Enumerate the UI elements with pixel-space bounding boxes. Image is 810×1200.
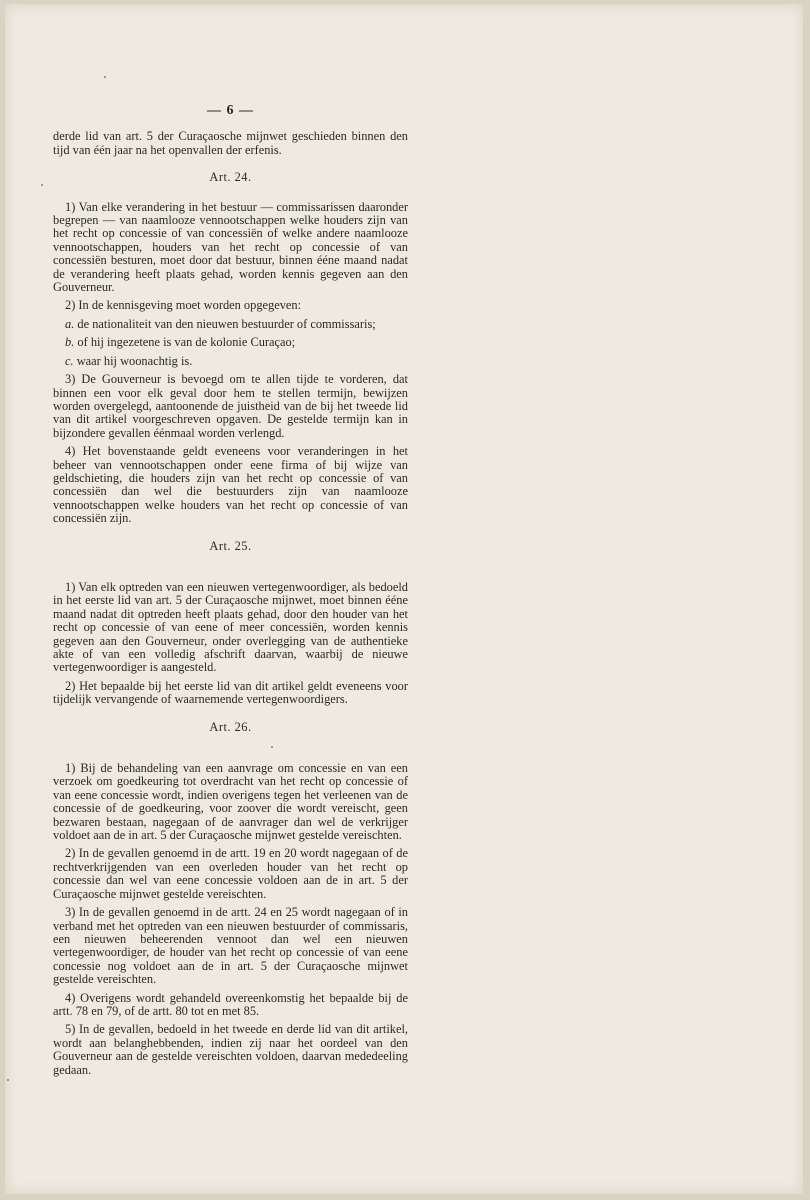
item-text: de nationaliteit van den nieuwen bestuurder of commissaris; bbox=[77, 316, 376, 331]
art24-item-a bbox=[53, 318, 408, 331]
article-26-heading: Art. 26. bbox=[209, 719, 252, 734]
article-24-heading: Art. 24. bbox=[209, 170, 252, 185]
art24-item-b bbox=[53, 336, 408, 349]
page-number: — 6 — bbox=[207, 103, 254, 118]
page-text bbox=[53, 104, 408, 1082]
item-label: a. bbox=[65, 316, 75, 331]
art24-item-c bbox=[53, 355, 408, 368]
art25-paragraph-1: 1) Van elk optreden van een nieuwen vertegenwoordiger, als bedoeld in het eerste lid van art. 5 der Curaçaosche mijnwet, moet binnen ééne maand nadat dit optreden heeft plaats gehad, door den houder van het recht op concessie of van eene of meer concessiën, worden kennis gegeven aan den Gouverneur, onder overlegging van de authentieke akte of van een volledig afschrift daarvan, waarbij de nieuwe vertegenwoordiger is aangesteld. bbox=[53, 579, 408, 675]
art25-paragraph-2: 2) Het bepaalde bij het eerste lid van dit artikel geldt eveneens voor tijdelijk vervangende of waarnemende vertegenwoordigers. bbox=[53, 678, 408, 707]
item-text: of hij ingezetene is van de kolonie Curaçao; bbox=[77, 335, 296, 350]
art26-paragraph-2: 2) In de gevallen genoemd in de artt. 19 en 20 wordt nagegaan of de rechtverkrijgenden van een overleden houder van het recht op concessie dan wel van eene concessie voldoen aan de in art. 5 der Curaçaosche mijnwet gestelde vereischten. bbox=[53, 846, 408, 901]
article-25-heading: Art. 25. bbox=[209, 538, 252, 553]
art24-paragraph-3: 3) De Gouverneur is bevoegd om te allen tijde te vorderen, dat binnen een voor elk geval door hem te stellen termijn, bewijzen worden overgelegd, aantoonende de juistheid van de bij het tweede lid van dit artikel voorgeschreven opgaven. De gestelde termijn kan in bijzondere gevallen éénmaal worden verlengd. bbox=[53, 372, 408, 440]
document-page bbox=[5, 4, 803, 1194]
paper-speck bbox=[41, 184, 43, 186]
paper-speck bbox=[104, 76, 106, 78]
art24-paragraph-1: 1) Van elke verandering in het bestuur — commissarissen daaronder begrepen — van naamlooze vennootschappen welke houders zijn van het recht op concessie of van concessiën of welke andere naamlooze vennootschappen, houders van het recht op concessie of van concessiën besturen, moet door dat bestuur, binnen ééne maand nadat de verandering heeft plaats gehad, worden kennis gegeven aan den Gouverneur. bbox=[53, 199, 408, 295]
paper-speck bbox=[7, 1079, 9, 1081]
item-text: waar hij woonachtig is. bbox=[76, 353, 193, 368]
art26-paragraph-1: 1) Bij de behandeling van een aanvrage om concessie en van een verzoek om goedkeuring tot overdracht van het recht op concessie of van eene concessie wordt, indien overigens tegen het verleenen van de concessie of de goedkeuring, voor zoover die wordt vereischt, geen bezwaren bestaan, nagegaan of de aanvrager dan wel de verkrijger voldoet aan de in art. 5 der Curaçaosche mijnwet gestelde vereischten. bbox=[53, 761, 408, 843]
intro-paragraph: derde lid van art. 5 der Curaçaosche mijnwet geschieden binnen den tijd van één jaar na het openvallen der erfenis. bbox=[53, 129, 408, 157]
art24-paragraph-4: 4) Het bovenstaande geldt eveneens voor veranderingen in het beheer van vennootschappen onder eene firma of bij wijze van geldschieting, die houders zijn van het recht op concessie of van concessiën dan wel die bestuurders zijn van naamlooze vennootschappen welke houders van het recht op concessie of van concessiën zijn. bbox=[53, 444, 408, 526]
item-label: c. bbox=[65, 353, 74, 368]
art26-paragraph-4: 4) Overigens wordt gehandeld overeenkomstig het bepaalde bij de artt. 78 en 79, of de artt. 80 tot en met 85. bbox=[53, 990, 408, 1018]
art26-paragraph-5: 5) In de gevallen, bedoeld in het tweede en derde lid van dit artikel, wordt aan belanghebbenden, indien zij naar het oordeel van den Gouverneur aan de gestelde vereischten voldoen, daarvan mededeeling gedaan. bbox=[53, 1022, 408, 1077]
art26-paragraph-3: 3) In de gevallen genoemd in de artt. 24 en 25 wordt nagegaan of in verband met het optreden van een nieuwen bestuurder of commissaris, een nieuwen beheerenden vennoot dan wel een nieuwen vertegenwoordiger, de houder van het recht op concessie of van eene concessie nog voldoet aan de in art. 5 der Curaçaosche mijnwet gestelde vereischten. bbox=[53, 905, 408, 987]
art24-paragraph-2: 2) In de kennisgeving moet worden opgegeven: bbox=[65, 298, 302, 313]
item-label: b. bbox=[65, 335, 75, 350]
